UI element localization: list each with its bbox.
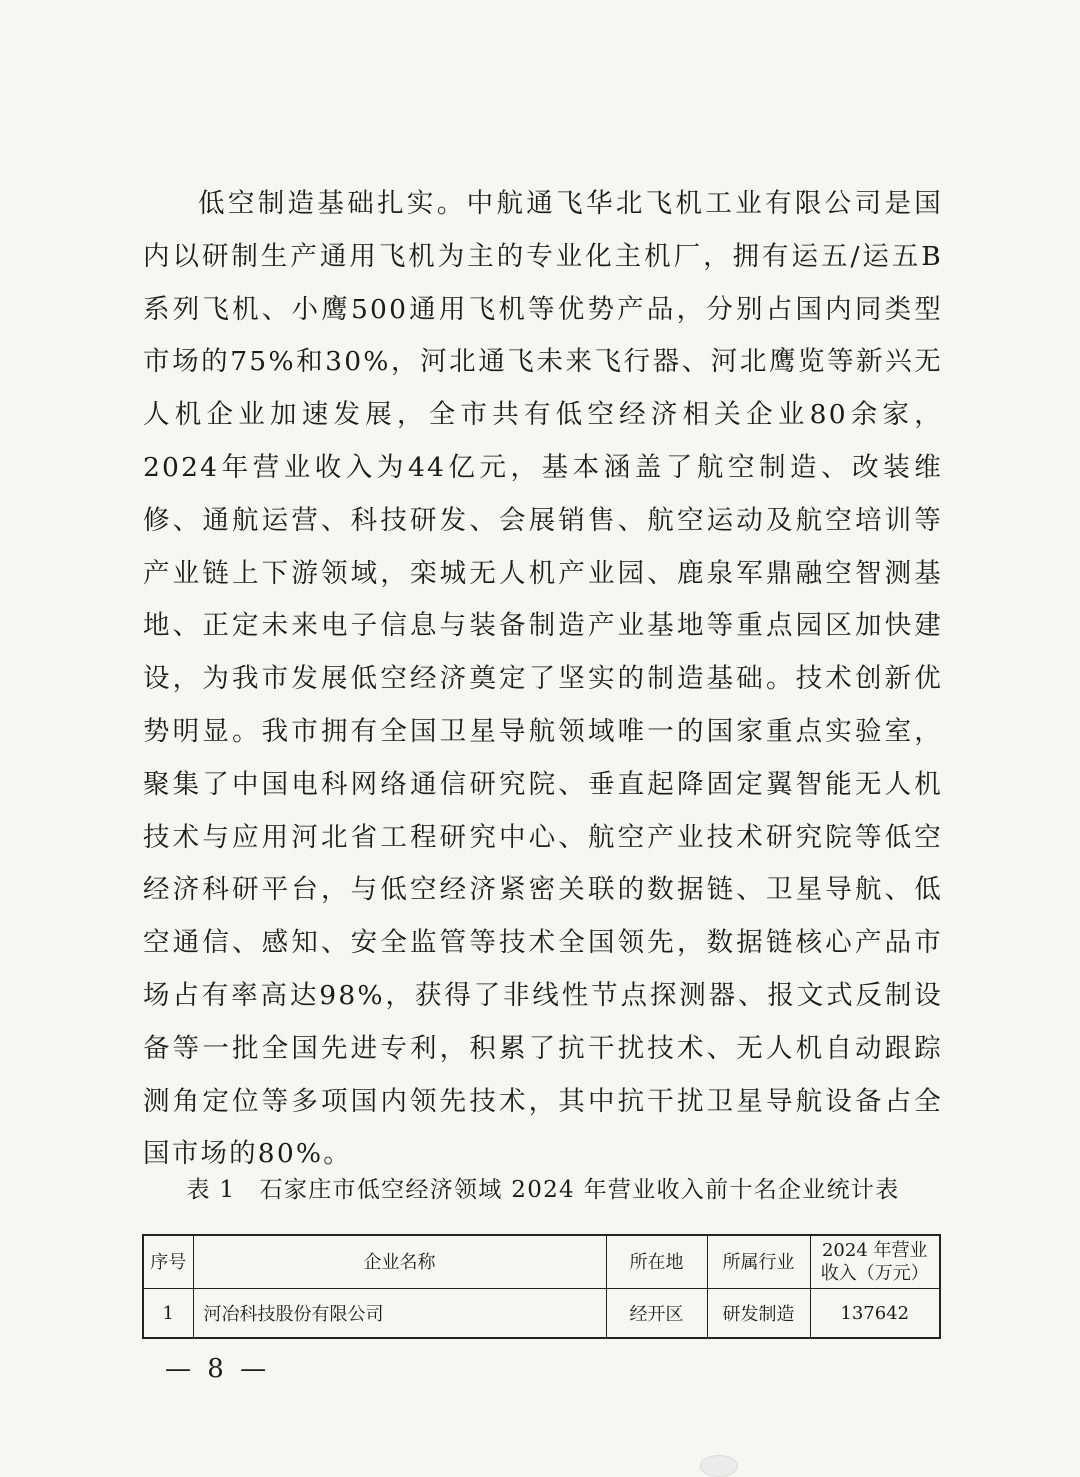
revenue-table: [142, 1234, 941, 1339]
cell-company: 河冶科技股份有限公司: [193, 1289, 606, 1339]
header-revenue-line2: 收入（万元）: [820, 1263, 929, 1284]
header-index: 序号: [143, 1235, 193, 1289]
header-location: 所在地: [606, 1235, 707, 1289]
cell-revenue: 137642: [810, 1289, 940, 1339]
cell-index: 1: [143, 1289, 193, 1339]
header-company: 企业名称: [193, 1235, 606, 1289]
table-header-row: [143, 1235, 940, 1289]
table-row: [143, 1289, 940, 1339]
cell-industry: 研发制造: [707, 1289, 810, 1339]
header-revenue: [810, 1235, 940, 1289]
cell-location: 经开区: [606, 1289, 707, 1339]
watermark-icon: [700, 1455, 738, 1477]
table-caption: 表 1 石家庄市低空经济领域 2024 年营业收入前十名企业统计表: [186, 1177, 900, 1203]
header-revenue-line1: 2024 年营业: [821, 1240, 928, 1261]
page-number: — 8 —: [165, 1354, 271, 1384]
header-industry: 所属行业: [707, 1235, 810, 1289]
body-paragraph: 低空制造基础扎实。中航通飞华北飞机工业有限公司是国内以研制生产通用飞机为主的专业化主机厂，拥有运五/运五B系列飞机、小鹰500通用飞机等优势产品，分别占国内同类型市场的75%和30%，河北通飞未来飞行器、河北鹰览等新兴无人机企业加速发展，全市共有低空经济相关企业80余家，2024年营业收入为44亿元，基本涵盖了航空制造、改装维修、通航运营、科技研发、会展销售、航空运动及航空培训等产业链上下游领域，栾城无人机产业园、鹿泉军鼎融空智测基地、正定未来电子信息与装备制造产业基地等重点园区加快建设，为我市发展低空经济奠定了坚实的制造基础。技术创新优势明显。我市拥有全国卫星导航领域唯一的国家重点实验室，聚集了中国电科网络通信研究院、垂直起降固定翼智能无人机技术与应用河北省工程研究中心、航空产业技术研究院等低空经济科研平台，与低空经济紧密关联的数据链、卫星导航、低空通信、感知、安全监管等技术全国领先，数据链核心产品市场占有率高达98%，获得了非线性节点探测器、报文式反制设备等一批全国先进专利，积累了抗干扰技术、无人机自动跟踪测角定位等多项国内领先技术，其中抗干扰卫星导航设备占全国市场的80%。: [143, 188, 943, 1170]
